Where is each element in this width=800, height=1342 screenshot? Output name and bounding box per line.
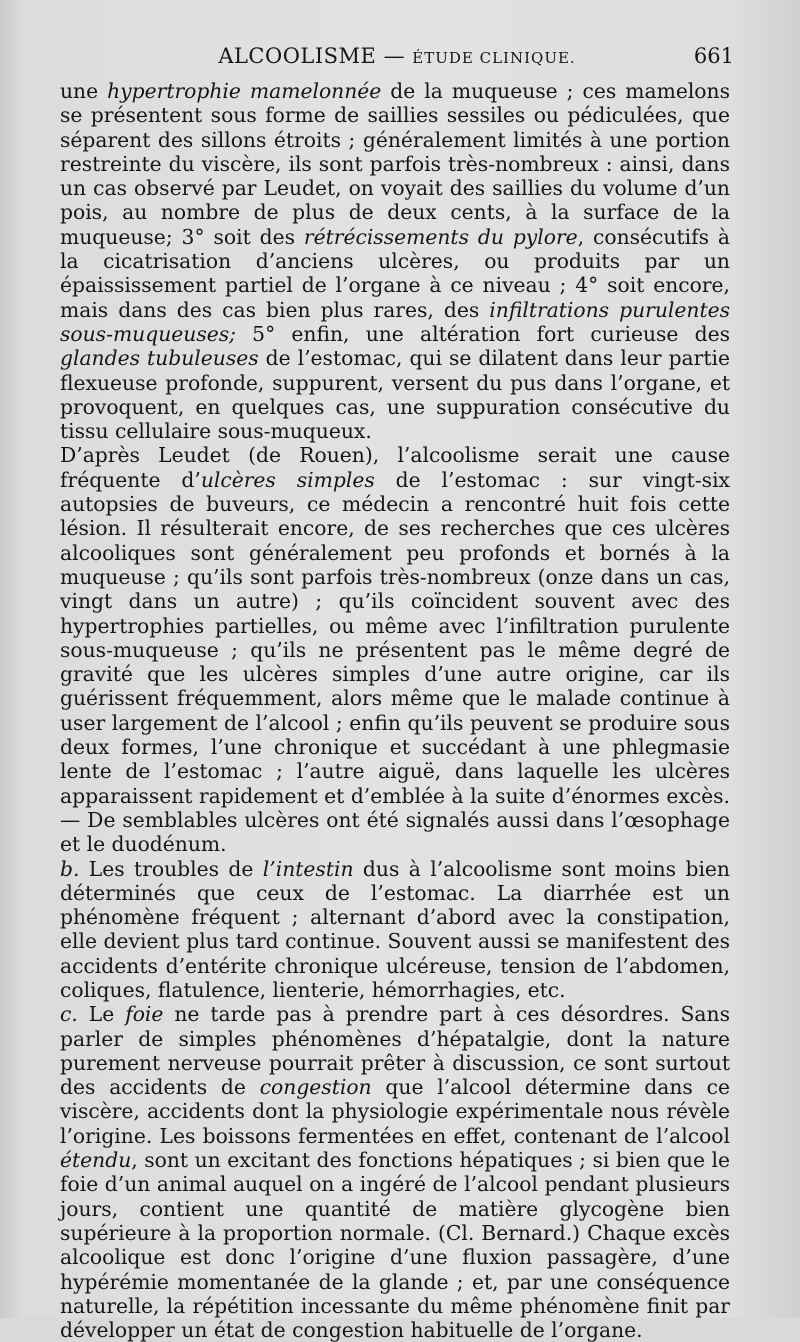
header-dash: — [383, 44, 406, 68]
italic-text: rétrécissements du pylore [303, 224, 578, 249]
italic-text: b. [60, 856, 80, 881]
text-run: que l’alcool détermine dans ce viscère, accidents dont la physiologie expérimentale nous révèle l’origine. Les boissons fermentées en effet, contenant de l’alcool [60, 1075, 730, 1148]
italic-text: c. [60, 1002, 78, 1027]
italic-text: hypertrophie mamelonnée [107, 79, 382, 103]
text-run: de l’estomac : sur vingt-six autopsies de buveurs, ce médecin a rencontré huit fois cette lésion. Il résulterait encore, de ses recherches que ces ulcères alcooliques sont généralement peu profonds et bornés à la muqueuse ; qu’ils sont parfois très-nombreux (onze dans un cas, vingt dans un autre) ; qu’ils coïncident souvent avec des hypertrophies partielles, ou même avec l’infiltration purulente sous-muqueuse ; qu’ils ne présentent pas le même degré de gravité que les ulcères simples d’une autre origine, car ils guérissent fréquemment, alors même que le malade continue à user largement de l’alcool ; enfin qu’ils peuvent se produire sous deux formes, l’une chronique et succédant à une phlegmasie lente de l’estomac ; l’autre aiguë, dans laquelle les ulcères apparaissent rapidement et d’emblée à la suite d’énormes excès. — De semblables ulcères ont été signalés aussi dans l’œsophage et le duodénum. [60, 467, 730, 857]
text-run: , sont un excitant des fonctions hépatiques ; si bien que le foie d’un animal auquel on a ingéré de l’alcool pendant plusieurs jours, contient une quantité de matière glycogène bien supérieure à la proportion normale. (Cl. Bernard.) Chaque excès alcoolique est donc l’origine d’une fluxion passagère, d’une hypérémie momentanée de la glande ; et, par une conséquence naturelle, la répétition incessante du même phénomène finit par développer un état de congestion habituelle de l’organe. [60, 1148, 730, 1342]
italic-text: congestion [259, 1075, 372, 1100]
italic-text: l’intestin [262, 856, 354, 881]
text-run: ne tarde pas à prendre part à ces désordres. Sans parler de simples phénomènes d’hépatalgie, dont la nature purement nerveuse pourrait prêter à discussion, ce sont surtout des accidents de [60, 1002, 730, 1100]
paragraph [60, 1002, 730, 1342]
text-run: D’après Leudet (de Rouen), l’alcoolisme serait une cause fréquente d’ [60, 443, 730, 492]
paragraph [60, 79, 730, 443]
italic-text: foie [125, 1002, 164, 1027]
text-run: de la muqueuse ; ces mamelons se présentent sous forme de saillies sessiles ou pédiculées, que séparent des sillons étroits ; généralement limités à une portion restreinte du viscère, ils sont parfois très-nombreux : ainsi, dans un cas observé par Leudet, on voyait des saillies du volume d’un pois, au nombre de plus de deux cents, à la surface de la muqueuse; 3° soit des [60, 79, 730, 249]
page-number: 661 [693, 44, 734, 68]
text-run: Les troubles de [79, 856, 263, 881]
body-text [60, 79, 730, 1342]
header-title: ALCOOLISME [218, 44, 377, 68]
italic-text: glandes tubuleuses [60, 346, 259, 371]
text-run: , consécutifs à la cicatrisation d’anciens ulcères, ou produits par un épaississement partiel de l’organe à ce niveau ; 4° soit encore, mais dans des cas bien plus rares, des [60, 224, 730, 322]
text-run: une [60, 79, 108, 103]
text-run: 5° enfin, une altération fort curieuse des [236, 321, 730, 346]
paragraph [60, 443, 730, 856]
italic-text: étendu [60, 1148, 132, 1173]
text-run: de l’estomac, qui se dilatent dans leur partie flexueuse profonde, suppurent, versent du pus dans l’organe, et provoquent, en quelques cas, une suppuration consécutive du tissu cellulaire sous-muqueux. [60, 346, 730, 444]
italic-text: ulcères simples [200, 467, 375, 492]
text-run: dus à l’alcoolisme sont moins bien déterminés que ceux de l’estomac. La diarrhée est un phénomène fréquent ; alternant d’abord avec la constipation, elle devient plus tard continue. Souvent aussi se manifestent des accidents d’entérite chronique ulcéreuse, tension de l’abdomen, coliques, flatulence, lienterie, hémorrhagies, etc. [60, 856, 730, 1002]
running-title [60, 44, 734, 68]
italic-text: infiltrations purulentes sous-muqueuses; [60, 297, 730, 346]
paragraph [60, 857, 730, 1003]
text-run: Le [77, 1002, 126, 1027]
header-subtitle: ÉTUDE CLINIQUE. [412, 49, 576, 67]
running-header [60, 44, 734, 76]
